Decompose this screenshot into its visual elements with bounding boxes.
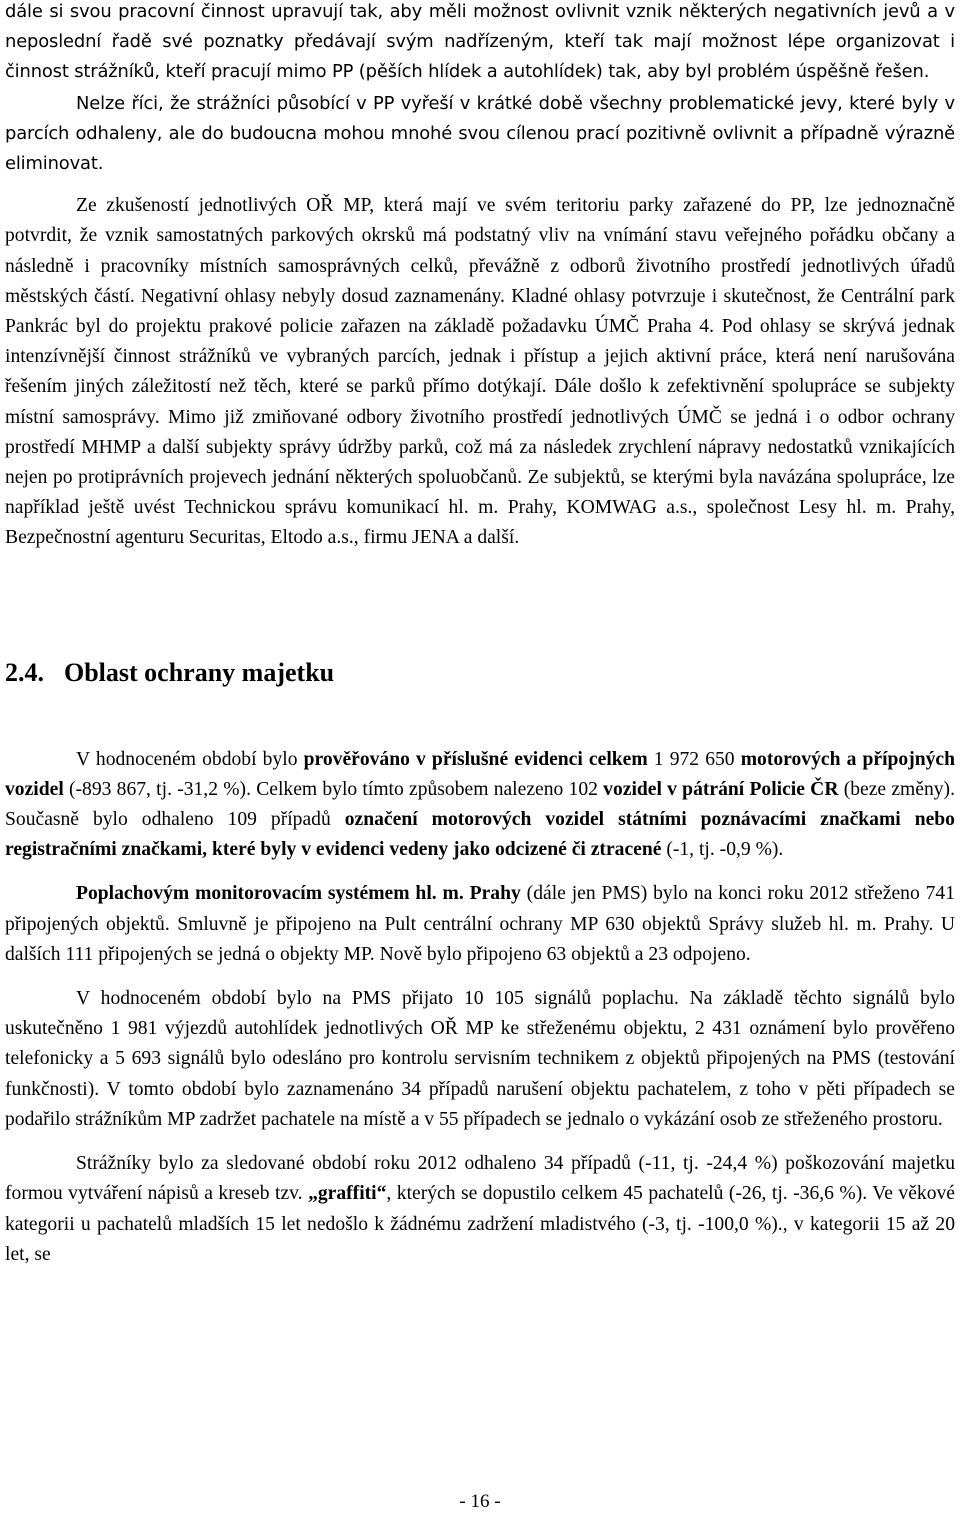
- document-page: [5, 0, 955, 1513]
- section-title: Oblast ochrany majetku: [64, 657, 335, 687]
- section-number: 2.4.: [5, 657, 44, 687]
- bold-run: vozidel v pátrání Policie ČR: [603, 778, 839, 800]
- paragraph-pms-objects: [5, 879, 955, 970]
- bold-run: „graffiti“: [308, 1183, 387, 1205]
- paragraph-parks-problems: Nelze říci, že strážníci působící v PP vyřeší v krátké době všechny problematické jevy, které byly v parcích odhaleny, ale do budoucna mohou mnohé svou cílenou prací pozitivně ovlivnit a případně výrazně eliminovat.: [5, 92, 955, 175]
- text-run: (dále jen PMS) bylo na konci roku 2012 střeženo 741 připojených objektů. Smluvně je připojeno na Pult centrální ochrany MP 630 objektů Správy služeb hl. m. Prahy. U dalších 111 připojených se jedná o objekty MP. Nově bylo připojeno 63 objektů a 23 odpojeno.: [5, 883, 956, 965]
- paragraph-graffiti: [5, 1149, 955, 1270]
- text-run: Strážníky bylo za sledované období roku 2012 odhaleno 34 případů (-11, tj. -24,4 %) poškozování majetku formou vytváření nápisů a kreseb tzv.: [5, 1153, 955, 1205]
- bold-run: Poplachovým monitorovacím systémem hl. m. Prahy: [76, 883, 521, 905]
- paragraph-parks-intro: dále si svou pracovní činnost upravují tak, aby měli možnost ovlivnit vznik některých negativních jevů a v neposlední řadě své poznatky předávají svým nadřízeným, kteří tak mají možnost lépe organizovat i činnost strážníků, kteří pracují mimo PP (pěších hlídek a autohlídek) tak, aby byl problém úspěšně řešen.: [5, 1, 955, 83]
- page-number: - 16 -: [459, 1491, 501, 1512]
- paragraph-pms-signals: V hodnoceném období bylo na PMS přijato 10 105 signálů poplachu. Na základě těchto signálů bylo uskutečněno 1 981 výjezdů autohlídek jednotlivých OŘ MP ke střeženému objektu, 2 431 oznámení bylo prověřeno telefonicky a 5 693 signálů bylo odesláno pro kontrolu servisním technikem z objektů připojených na PMS (testování funkčnosti). V tomto období bylo zaznamenáno 34 případů narušení objektu pachatelem, z toho v pěti případech se podařilo strážníkům MP zadržet pachatele na místě a v 55 případech se jednalo o vykázání osob ze střeženého prostoru.: [5, 988, 955, 1130]
- text-run: V hodnoceném období bylo: [76, 748, 304, 770]
- text-run: (beze změny). Současně bylo odhaleno 109 případů: [5, 778, 955, 831]
- paragraph-vehicle-checks: [5, 745, 955, 866]
- text-run: (-1, tj. -0,9 %).: [661, 839, 784, 861]
- text-run: (-893 867, tj. -31,2 %). Celkem bylo tímto způsobem nalezeno 102: [63, 778, 604, 800]
- text-run: 1 972 650: [647, 748, 741, 770]
- section-heading: [5, 655, 955, 691]
- bold-run: prověřováno v příslušné evidenci celkem: [303, 748, 648, 770]
- paragraph-parks-experience: Ze zkušeností jednotlivých OŘ MP, která mají ve svém teritoriu parky zařazené do PP, lze jednoznačně potvrdit, že vznik samostatných parkových okrsků má podstatný vliv na vnímání stavu veřejného pořádku občany a následně i pracovníky místních samosprávných celků, převážně z odborů životního prostředí jednotlivých úřadů městských částí. Negativní ohlasy nebyly dosud zaznamenány. Kladné ohlasy potvrzuje i skutečnost, že Centrální park Pankrác byl do projektu prakové policie zařazen na základě požadavku ÚMČ Praha 4. Pod ohlasy se skrývá jednak intenzívnější činnost strážníků ve vybraných parcích, jednak i přístup a jejich aktivní práce, která není narušována řešením jiných záležitostí než těch, které se parků přímo dotýkají. Dále došlo k zefektivnění spolupráce se subjekty místní samosprávy. Mimo již zmiňované odbory životního prostředí jednotlivých ÚMČ se jedná i o odbor ochrany prostředí MHMP a další subjekty správy údržby parků, což má za následek zrychlení nápravy nedostatků vznikajících nejen po protiprávních projevech jednání některých spoluobčanů. Ze subjektů, se kterými byla navázána spolupráce, lze například ještě uvést Technickou správu komunikací hl. m. Prahy, KOMWAG a.s., společnost Lesy hl. m. Prahy, Bezpečnostní agenturu Securitas, Eltodo a.s., firmu JENA a další.: [5, 195, 955, 549]
- bold-run: motorových a přípojných vozidel: [5, 748, 956, 800]
- text-run: , kterých se dopustilo celkem 45 pachatelů (-26, tj. -36,6 %). Ve věkové kategorii u pachatelů mladších 15 let nedošlo k žádnému zadržení mladistvého (-3, tj. -100,0 %)., v kategorii 15 až 20 let, se: [5, 1183, 955, 1265]
- bold-run: označení motorových vozidel státními poznávacími značkami nebo registračními značkami, které byly v evidenci vedeny jako odcizené či ztracené: [5, 809, 955, 861]
